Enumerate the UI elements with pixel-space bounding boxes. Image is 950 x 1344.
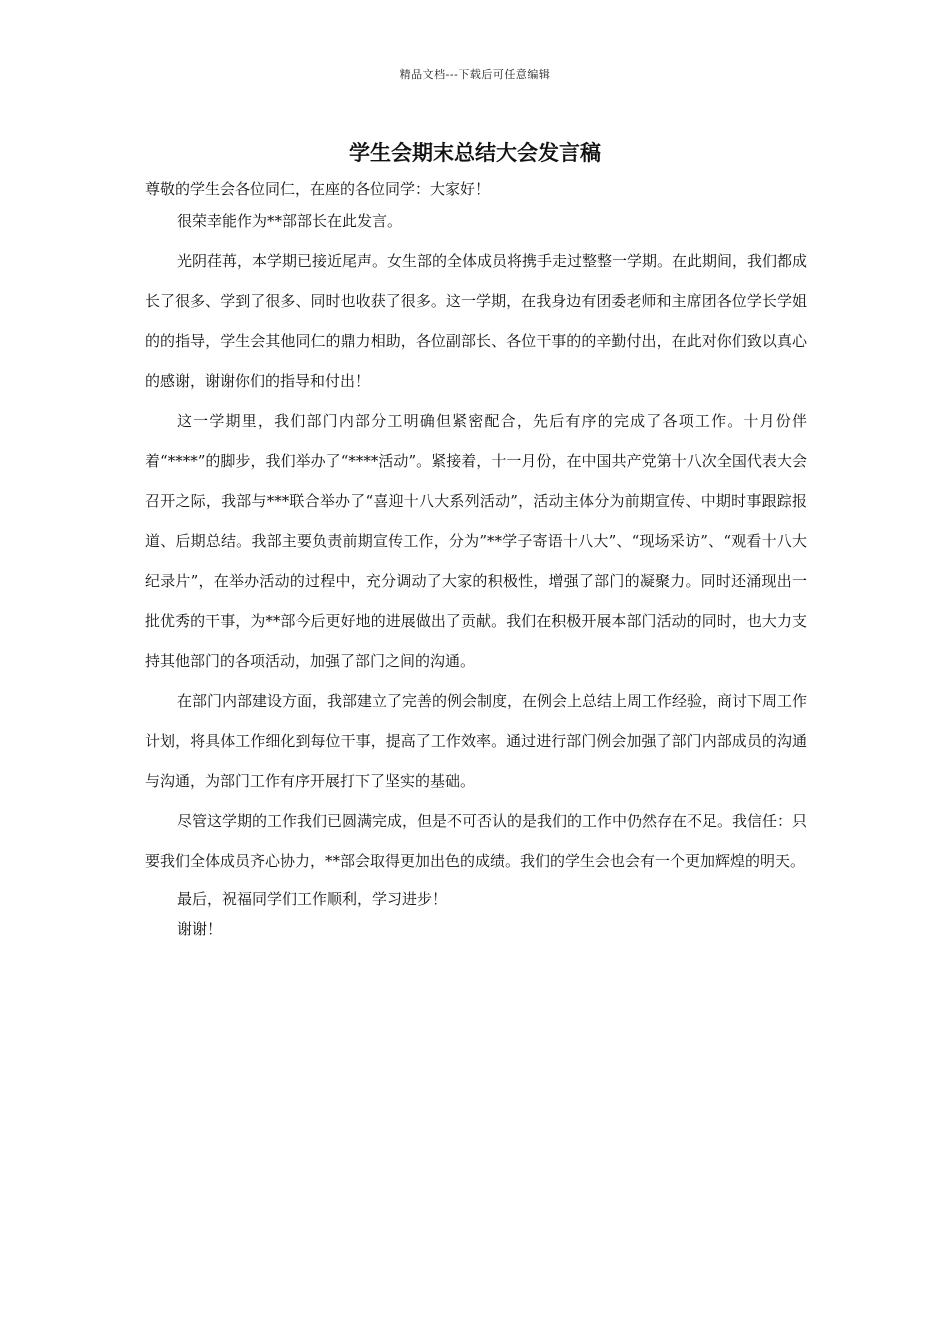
header-note: 精品文档---下载后可任意编辑	[399, 68, 551, 81]
body-paragraph: 光阴荏苒，本学期已接近尾声。女生部的全体成员将携手走过整整一学期。在此期间，我们都成长了很多、学到了很多、同时也收获了很多。这一学期，在我身边有团委老师和主席团各位学长学姐的的指导，学生会其他同仁的鼎力相助，各位副部长、各位干事的的辛勤付出，在此对你们致以真心的感谢，谢谢你们的指导和付出！	[145, 252, 808, 390]
intro-paragraph: 很荣幸能作为**部部长在此发言。	[177, 212, 403, 230]
thanks-paragraph: 谢谢！	[177, 920, 223, 938]
salutation: 尊敬的学生会各位同仁，在座的各位同学：大家好！	[145, 180, 491, 198]
closing-paragraph: 最后，祝福同学们工作顺利，学习进步！	[177, 890, 448, 908]
body-paragraph: 这一学期里，我们部门内部分工明确但紧密配合，先后有序的完成了各项工作。十月份伴着“****”的脚步，我们举办了“****活动”。紧接着，十一月份，在中国共产党第十八次全国代表大会召开之际，我部与***联合举办了“喜迎十八大系列活动”，活动主体分为前期宣传、中期时事跟踪报道、后期总结。我部主要负责前期宣传工作，分为”**学子寄语十八大”、“现场采访”、“观看十八大纪录片”，在举办活动的过程中，充分调动了大家的积极性，增强了部门的凝聚力。同时还涌现出一批优秀的干事，为**部今后更好地的进展做出了贡献。我们在积极开展本部门活动的同时，也大力支持其他部门的各项活动，加强了部门之间的沟通。	[145, 412, 807, 670]
document-body	[145, 174, 807, 944]
page-title: 学生会期末总结大会发言稿	[349, 141, 601, 165]
body-paragraph: 在部门内部建设方面，我部建立了完善的例会制度，在例会上总结上周工作经验，商讨下周工作计划，将具体工作细化到每位干事，提高了工作效率。通过进行部门例会加强了部门内部成员的沟通与沟通，为部门工作有序开展打下了坚实的基础。	[145, 692, 808, 790]
body-paragraph: 尽管这学期的工作我们已圆满完成，但是不可否认的是我们的工作中仍然存在不足。我信任：只要我们全体成员齐心协力，**部会取得更加出色的成绩。我们的学生会也会有一个更加辉煌的明天。	[145, 812, 808, 870]
